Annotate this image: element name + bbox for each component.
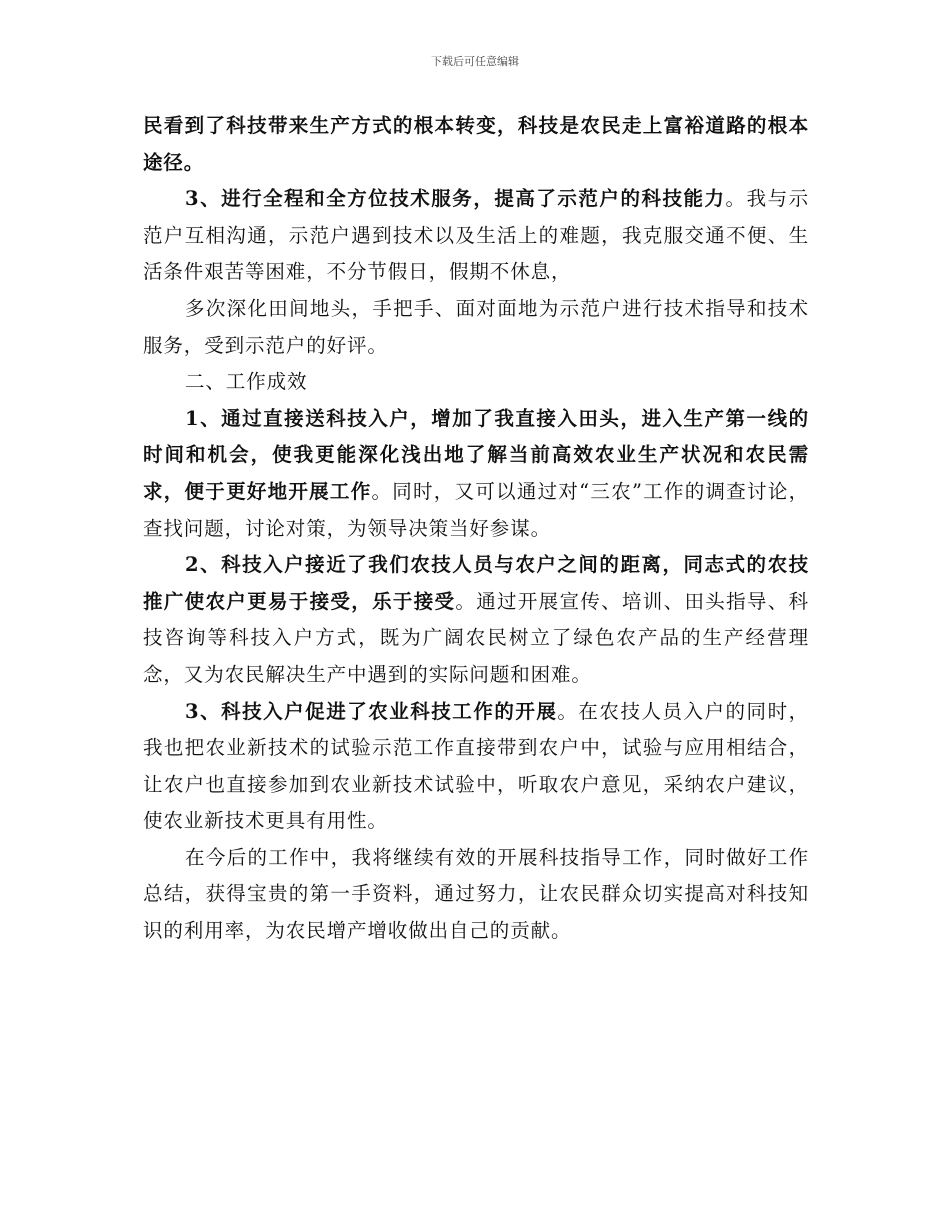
bold-text: 3、科技入户促进了农业科技工作的开展 xyxy=(185,699,558,723)
bold-text: 1、通过直接送科技入户，增加了我直接入田头，进入生产第一线的时间和机会，使我更能深化浅出地了解当前高效农业生产状况和农民需求，便于更好地开展工作 xyxy=(143,406,809,503)
normal-text: 。在农技人员入户的同时，我也把农业新技术的试验示范工作直接带到农户中，试验与应用相结合，让农户也直接参加到农业新技术试验中，听取农户意见，采纳农户建议，使农业新技术更具有用性。 xyxy=(143,699,809,833)
normal-text: 。我与示范户互相沟通，示范户遇到技术以及生活上的难题，我克服交通不便、生活条件艰苦等困难，不分节假日，假期不休息， xyxy=(143,187,810,284)
document-body xyxy=(143,108,809,950)
page-header: 下载后可任意编辑 xyxy=(431,55,519,68)
paragraph-conclusion xyxy=(143,840,809,950)
paragraph-result-3 xyxy=(143,694,809,840)
section-heading-results xyxy=(143,364,809,401)
paragraph-field-guidance xyxy=(143,291,809,364)
bold-text: 3、进行全程和全方位技术服务，提高了示范户的科技能力 xyxy=(185,187,726,211)
paragraph-tech-service xyxy=(143,181,809,291)
paragraph-continuation xyxy=(143,108,809,181)
bold-text: 2、科技入户接近了我们农技人员与农户之间的距离，同志式的农技推广使农户更易于接受，乐于接受 xyxy=(143,553,809,613)
normal-text: 在今后的工作中，我将继续有效的开展科技指导工作，同时做好工作总结，获得宝贵的第一手资料，通过努力，让农民群众切实提高对科技知识的利用率，为农民增产增收做出自己的贡献。 xyxy=(143,845,809,943)
normal-text: 。通过开展宣传、培训、田头指导、科技咨询等科技入户方式，既为广阔农民树立了绿色农产品的生产经营理念，又为农民解决生产中遇到的实际问题和困难。 xyxy=(143,589,809,686)
bold-text: 民看到了科技带来生产方式的根本转变，科技是农民走上富裕道路的根本途径。 xyxy=(143,114,809,174)
normal-text: 多次深化田间地头，手把手、面对面地为示范户进行技术指导和技术服务，受到示范户的好评。 xyxy=(143,296,809,357)
normal-text: 。同时，又可以通过对“三农”工作的调查讨论，查找问题，讨论对策，为领导决策当好参谋。 xyxy=(143,479,809,540)
paragraph-result-1 xyxy=(143,401,809,547)
normal-text: 二、工作成效 xyxy=(185,370,308,394)
paragraph-result-2 xyxy=(143,547,809,693)
